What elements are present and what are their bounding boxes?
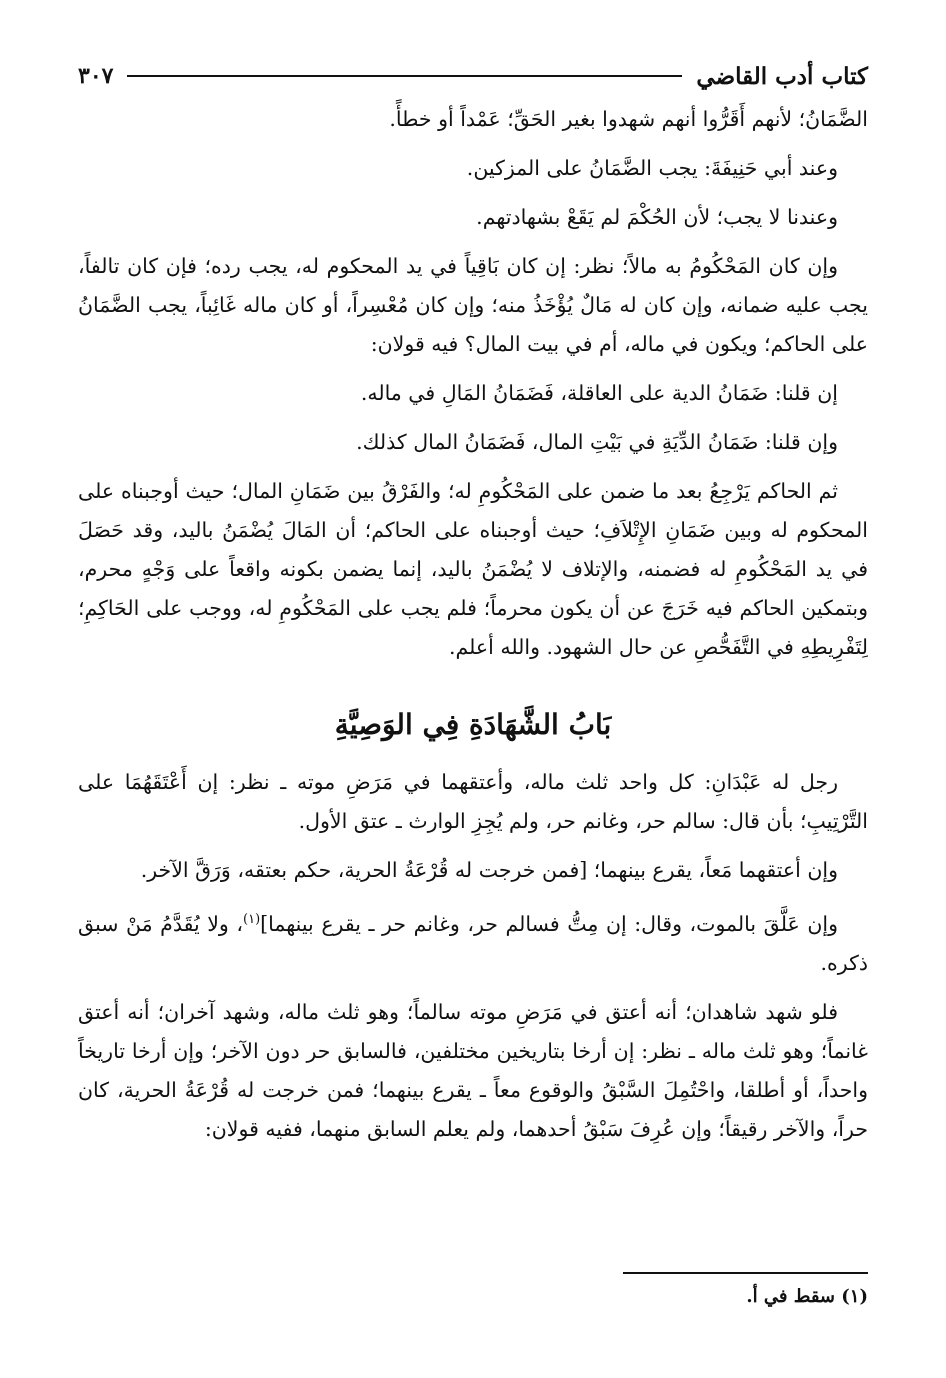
header-rule: [127, 75, 682, 77]
paragraph: وعندنا لا يجب؛ لأن الحُكْمَ لم يَقَعْ بشهادتهم.: [476, 205, 838, 229]
section-heading: بَابُ الشَّهَادَةِ فِي الوَصِيَّةِ: [334, 708, 612, 741]
paragraph-with-footnote: [78, 900, 868, 983]
paragraph: وإن أعتقهما مَعاً، يقرع بينهما؛ [فمن خرجت له قُرْعَةُ الحرية، حكم بعتقه، وَرَقَّ الآخر.: [140, 858, 838, 882]
page-body: [78, 100, 868, 1159]
footnote-rule: [623, 1272, 868, 1274]
paragraph: الضَّمَانُ؛ لأنهم أَقَرُّوا أنهم شهدوا بغير الحَقِّ؛ عَمْداً أو خطأً.: [389, 107, 868, 131]
paragraph: وإن كان المَحْكُومُ به مالاً؛ نظر: إن كان بَاقِياً في يد المحكوم له، يجب رده؛ فإن كان تالفاً، يجب عليه ضمانه، وإن كان له مَالٌ يُؤْخَذُ منه؛ وإن كان مُعْسِراً، أو كان ماله غَائِباً، يجب الضَّمَانُ على الحاكم؛ ويكون في ماله، أم في بيت المال؟ فيه قولان:: [78, 254, 868, 356]
paragraph-text: وإن عَلَّقَ بالموت، وقال: إن مِتُّ فسالم حر، وغانم حر ـ يقرع بينهما]: [260, 911, 838, 936]
paragraph: فلو شهد شاهدان؛ أنه أعتق في مَرَضِ موته سالماً؛ وهو ثلث ماله، وشهد آخران؛ أنه أعتق غانماً؛ وهو ثلث ماله ـ نظر: إن أرخا بتاريخين مختلفين، فالسابق حر دون الآخر؛ وإن أرخا تاريخاً واحداً، أو أطلقا، واحْتُمِلَ السَّبْقُ والوقوع معاً ـ يقرع بينهما؛ فمن خرجت له قُرْعَةُ الحرية، كان حراً، والآخر رقيقاً؛ وإن عُرِفَ سَبْقُ أحدهما، ولم يعلم السابق منهما، ففيه قولان:: [78, 999, 868, 1141]
paragraph: وعند أبي حَنِيفَةَ: يجب الضَّمَانُ على المزكين.: [466, 156, 838, 180]
running-header-title: كتاب أدب القاضي: [696, 62, 868, 90]
running-header: [78, 58, 868, 94]
paragraph: ثم الحاكم يَرْجِعُ بعد ما ضمن على المَحْكُومِ له؛ والفَرْقُ بين ضَمَانِ المال؛ حيث أوجبناه على المحكوم له وبين ضَمَانِ الإِتْلاَفِ؛ حيث أوجبناه على الحاكم؛ أن المَالَ يُضْمَنُ باليد، وقد حَصَلَ في يد المَحْكُومِ له فضمنه، والإتلاف لا يُضْمَنُ باليد، إنما يضمن بكونه واقعاً على وَجْهٍ محرم، وبتمكين الحاكم فيه خَرَجَ عن أن يكون محرماً؛ فلم يجب على المَحْكُومِ له، ووجب على الحَاكِمِ؛ لِتَفْرِيطِهِ في التَّفَحُّصِ عن حال الشهود. والله أعلم.: [78, 479, 868, 659]
footnote: (١) سقط في أ.: [746, 1286, 868, 1307]
paragraph: رجل له عَبْدَانِ: كل واحد ثلث ماله، وأعتقهما في مَرَضِ موته ـ نظر: إن أَعْتَقَهُمَا على التَّرْتِيبِ؛ بأن قال: سالم حر، وغانم حر، ولم يُجِزِ الوارث ـ عتق الأول.: [78, 770, 868, 833]
paragraph-text-continued: ، ولا يُقَدَّمُ مَنْ سبق ذكره.: [78, 911, 868, 975]
paragraph: إن قلنا: ضَمَانُ الدية على العاقلة، فَضَمَانُ المَالِ في ماله.: [360, 381, 838, 405]
footnote-reference[interactable]: (١): [243, 912, 261, 927]
page-number: ٣٠٧: [78, 63, 114, 89]
paragraph: وإن قلنا: ضَمَانُ الدِّيَةِ في بَيْتِ المال، فَضَمَانُ المال كذلك.: [356, 430, 838, 454]
